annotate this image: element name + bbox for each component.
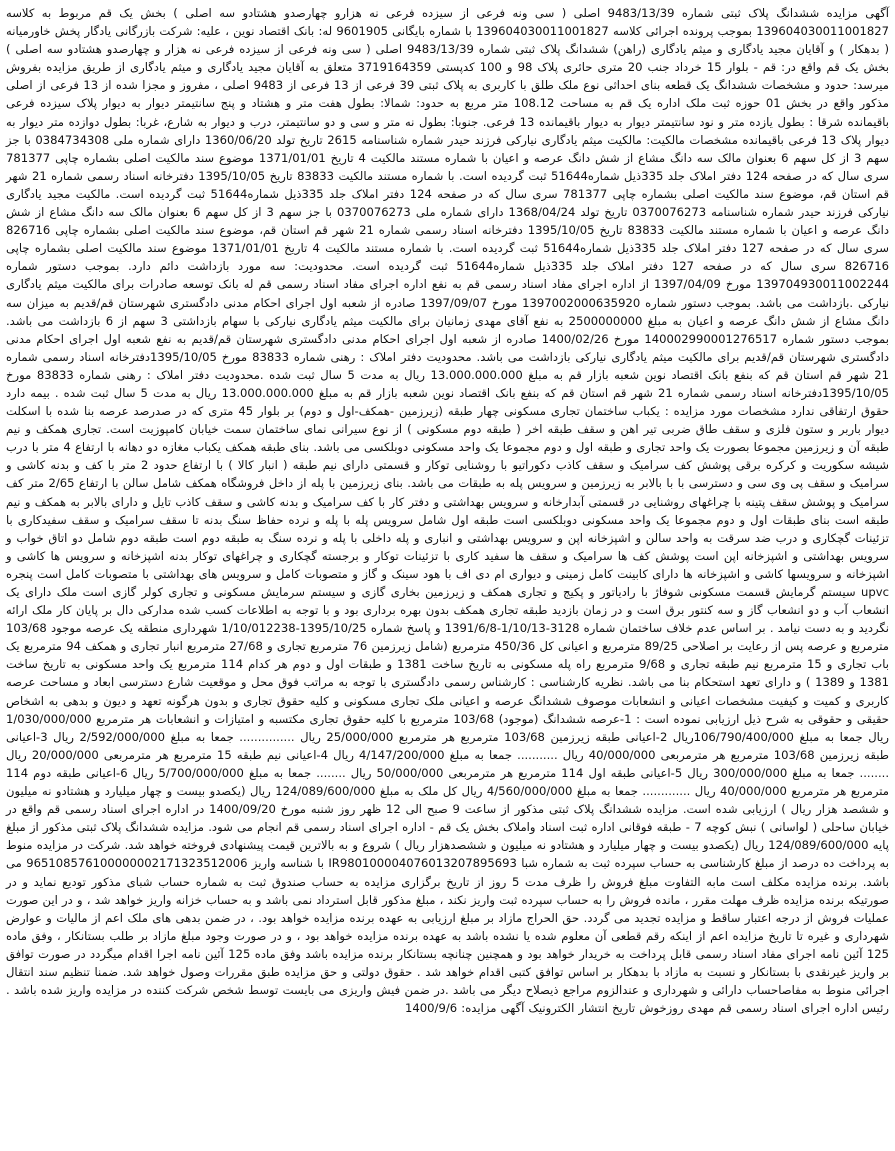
auction-notice-text: آگهی مزایده ششدانگ پلاک ثبتی شماره 9483/13/39 اصلی ( سی ونه فرعی از سیزده فرعی نه هزارو چهارصدو هشتادو سه اصلی ) بخش یک قم مربوط به کلاسه 139604030011001827 بموجب پرونده اجرائی کلاسه 139604030011001827 با شماره بایگانی 9601905 له: بانک اقتصاد نوین ، علیه: شرکت بازرگانی یادگار پخش خاورمیانه ( بدهکار ) و آقایان مجید یادگاری و میثم یادگاری (راهن) ششدانگ پلاک ثبتی شماره 9483/13/39 اصلی ( سی ونه فرعی از سیزده فرعی نه هزار و چهارصدو هشتادو سه اصلی ) بخش یک قم واقع در: قم - بلوار 15 خرداد جنب 20 متری حائری پلاک 98 و 100 کدپستی 3719164359 متعلق به آقایان مجید یادگاری و میثم یادگاری از طریق مزایده بفروش میرسد: حدود و مشخصات ششدانگ یک قطعه بنای احداثی نوع ملک طلق با کاربری به پلاک ثبتی 39 فرعی از 13 فرعی از 9483 اصلی ، مفروز و مجزا شده از 13 فرعی از اصلی مذکور واقع در بخش 01 حوزه ثبت ملک اداره یک قم به مساحت 108.12 متر مربع به حدود: شمالا: بطول هفت متر و هشتاد و پنج سانتیمتر دیوار به دیوار پلاک سیزده فرعی باقیمانده شرقا : بطول یازده متر و نود سانتیمتر دیوار به دیوار باقیمانده 13 فرعی. جنوبا: بطول نه متر و سی و دو سانتیمتر، درب و دیوار به شارع، غربا: بطول دوازده متر دیوار به دیوار پلاک 13 فرعی باقیمانده مشخصات مالکیت: مالکیت میثم یادگاری نیارکی فرزند حیدر شماره شناسنامه 2615 تاریخ تولد 1360/06/20 دارای شماره ملی 0384734308 با جز سهم 3 از کل سهم 6 بعنوان مالک سه دانگ مشاع از شش دانگ عرصه و اعیان با شماره مستند مالکیت 4 تاریخ 1371/01/01 موضوع سند مالکیت اصلی بشماره چاپی 781377 سری سال که در صفحه 124 دفتر املاک جلد 335ذیل شماره51644 ثبت گردیده است. با شماره مستند مالکیت 83833 تاریخ 1395/10/05 دفترخانه اسناد رسمی شماره 21 شهر قم استان قم، موضوع سند مالکیت اصلی بشماره چاپی 781377 سری سال که در صفحه 124 دفتر املاک جلد 335ذیل شماره51644 ثبت گردیده است. مالکیت مجید یادگاری نیارکی فرزند حیدر شماره شناسنامه 0370076273 تاریخ تولد 1368/04/24 دارای شماره ملی 0370076273 با جز سهم 3 از کل سهم 6 بعنوان مالک سه دانگ مشاع از شش دانگ عرصه و اعیان با شماره مستند مالکیت 83833 تاریخ 1395/10/05 دفترخانه اسناد رسمی شماره 21 شهر قم استان قم، موضوع سند مالکیت اصلی بشماره چاپی 826716 سری سال که در صفحه 127 دفتر املاک جلد 335ذیل شماره51644 ثبت گردیده است. با شماره مستند مالکیت 4 تاریخ 1371/01/01 موضوع سند مالکیت اصلی بشماره چاپی 826716 سری سال که در صفحه 127 دفتر املاک جلد 335ذیل شماره51644 ثبت گردیده است. محدودیت: سه مورد بازداشت دائم دارد. بموجب دستور شماره 139704930011002244 مورخ 1397/04/09 از اداره اجرای مفاد اسناد رسمی قم به نفع اداره اجرای مفاد اسناد رسمی قم له بانک توسعه صادرات برای مالکیت میثم یادگاری نیارکی .بازداشت می باشد. بموجب دستور شماره 1397002000635920 مورخ 1397/09/07 صادره از شعبه اول اجرای احکام مدنی دادگستری شهرستان قم/قدیم به میزان سه دانگ مشاع از شش دانگ عرصه و اعیان به مبلغ 2500000000 به نفع آقای مهدی زمانیان برای مالکیت میثم یادگاری نیارکی با سهام بازداشتی 3 سهم از 6 بازداشت می باشد. بموجب دستور شماره 140002990001276517 مورخ 1400/02/26 صادره از شعبه اول اجرای احکام مدنی دادگستری شهرستان قم/قدیم به نفع شعبه اول اجرای احکام مدنی دادگستری شهرستان قم/قدیم برای مالکیت میثم یادگاری نیارکی بازداشت می باشد. محدودیت دفتر املاک : رهنی شماره 83833 مورخ 1395/10/05دفترخانه اسناد رسمی شماره 21 شهر قم استان قم که بنفع بانک اقتصاد نوین شعبه بازار قم به مبلغ 13.000.000.000 ریال به مدت 5 سال ثبت شده .محدودیت دفتر املاک : رهنی شماره 83833 مورخ 1395/10/05دفترخانه اسناد رسمی شماره 21 شهر قم استان قم که بنفع بانک اقتصاد نوین شعبه بازار قم به مبلغ 13.000.000.000 ریال به مدت 5 سال ثبت شده . بیمه دارد حقوق ارتفاقی ندارد مشخصات مورد مزایده : یکباب ساختمان تجاری مسکونی چهار طبقه (زیرزمین -همکف-اول و دوم) بر بلوار 45 متری که در صدرصد عرصه بنا شده با اسکلت دیوار باربر و ستون فلزی و سقف طاق ضربی تیر اهن و سقف طبقه اخر ( طبقه دوم مسکونی ) از نوع سیرانی نمای ساختمان سمت خیابان کامپوزیت است. تجاری همکف و نیم طبقه آن و زیرزمین مجموعا بصورت یک واحد تجاری و طبقه اول و دوم مجموعا یک واحد مسکونی دوبلکسی می باشد. بنای طبقه همکف یکباب مغازه دو دهانه با ارتفاع 4 متر با درب شیشه سکوریت و کرکره برقی پوشش کف سرامیک و سقف کاذب دکوراتیو با روشنایی توکار و قسمتی دارای نیم طبقه ( انبار کالا ) با ارتفاع حدود 2 متر با کف و بدنه کاشی و سرامیک و سقف پی وی سی و دسترسی با با بالابر به زیرزمین و سرویس پله به طبقات می باشد. بنای زیرزمین با پله از داخل فروشگاه همکف شامل سالن با ارتفاع 2/65 متر کف سرامیک و پوشش سقف پتینه با چراغهای روشنایی در قسمتی آبدارخانه و سرویس بهداشتی و دفتر کار با کف سرامیک و بدنه کاشی و سقف کاذب تایل و دارای بالابر به همکف و نیم طبقه است بنای طبقات اول و دوم مجموعا یک واحد مسکونی دوبلکسی است طبقه اول شامل سرویس پله با پله و نرده حفاظ سنگ بدنه تا سقف سرامیک و سقف سفیدکاری با تزئینات گچکاری و درب ضد سرقت به واحد سالن و اشپزخانه اپن و سرویس بهداشتی و انباری و پله داخلی با پله و نرده سنگ به طبقه دوم است طبقه دوم شامل دو اتاق خواب و سرویس بهداشتی و اشپزخانه اپن است پوشش کف ها سرامیک و سقف ها سفید کاری با تزئینات توکار و برجسته گچکاری و چراغهای توکار بدنه اشپزخانه و سرویس ها کاشی و اشپزخانه و سرویسها کاشی و اشپزخانه ها دارای کابینت کامل زمینی و دیواری ام دی اف با هود سینک و گاز و متصوبات کامل و سرویس های بهداشتی با متصوبات کامل است پنجره upvc سیستم گرمایش قسمت مسکونی شوفاژ با رادیاتور و پکیج و تجاری همکف و زیرزمین بخاری گازی و سیستم سرمایش مسکونی و تجاری کولر گازی است ملک دارای یک انشعاب آب و دو انشعاب گاز و سه کنتور برق است و در زمان بازدید طبقه تجاری همکف بدون بهره برداری بود و با توجه به اطلاعات کسب شده مدارکی دال بر پایان کار ملک ارائه نگردید و به دست نیامد . بر اساس عدم خلاف ساختمان شماره 3128-1/10/13-1391/6/8 و پاسخ شماره 1395/10/25-1/10/012238 شهرداری منطقه یک عرصه موجود 103/68 مترمربع و عرصه پس از رعایت بر اصلاحی 89/25 مترمربع و اعیانی کل 450/36 مترمربع (شامل زیرزمین 76 مترمربع تجاری و 27/68 مترمربع انبار تجاری و همکف 94 مترمربع یک باب تجاری و 15 مترمربع نیم طبقه تجاری و 9/68 مترمربع راه پله مسکونی به تاریخ ساخت 1381 و طبقات اول و دوم هر کدام 114 مترمربع یک واحد مسکونی به تاریخ ساخت 1381 و 1389 ) و دارای تعهد استحکام بنا می باشد. نظریه کارشناسی : کارشناس رسمی دادگستری با توجه به مراتب فوق محل و موقعیت شارع دسترسی ابعاد و مساحت عرصه کاربری و کمیت و کیفیت مشخصات اعیانی و انشعابات موصوف ششدانگ عرصه و اعیانی ملک تجاری مسکونی و کلیه حقوق تجاری و بدون هرگونه تعهد و دیون و بدهی به اشخاص حقیقی و حقوقی به شرح ذیل ارزیابی نموده است : 1-عرصه ششدانگ (موجود) 103/68 مترمربع با کلیه حقوق تجاری مکتسبه و امتیازات و انشعابات هر مترمربع 1/030/000/000 ریال جمعا به مبلغ 106/790/400/000ریال 2-اعیانی طبقه زیرزمین 103/68 مترمربع هر مترمربع 25/000/000 ریال ............... جمعا به مبلغ 2/592/000/000 ریال 3-اعیانی طبقه زیرزمین 103/68 مترمربع هر مترمربعی 40/000/000 ریال ........... جمعا به مبلغ 4/147/200/000 ریال 4-اعیانی نیم طبقه 15 مترمربع هر مترمربعی 20/000/000 ریال ........ جمعا به مبلغ 300/000/000 ریال 5-اعیانی طبقه اول 114 مترمربع هر مترمربعی 50/000/000 ریال ........ جمعا به مبلغ 5/700/000/000 ریال 6-اعیانی طبقه دوم 114 مترمربع هر مترمربع 40/000/000 ریال ............. جمعا به مبلغ 4/560/000/000 ریال کل ملک به مبلغ 124/089/600/000 ریال (یکصدو بیست و چهار میلیارد و هشتادو نه میلیون و ششصد هزار ریال ) ارزیابی شده است. مزایده ششدانگ پلاک ثبتی مذکور از ساعت 9 صبح الی 12 ظهر روز شنبه مورخ 1400/09/20 در اداره اجرای اسناد رسمی قم واقع در خیابان ساحلی ( لواسانی ) نبش کوچه 7 - طبقه فوقانی اداره ثبت اسناد واملاک بخش یک قم - اداره اجرای اسناد رسمی قم انجام می شود. مزایده ششدانگ پلاک ثبتی مذکور از مبلغ پایه 124/089/600/000 ریال (یکصدو بیست و چهار میلیارد و هشتادو نه میلیون و ششصدهزار ریال ) شروع و به بالاترین قیمت پیشنهادی فروخته خواهد شد. شرکت در مزایده منوط به پرداخت ده درصد از مبلغ کارشناسی به حساب سپرده ثبت به شماره شبا IR980100004076013207895693 با شناسه واریز 965108576100000002171323512006 می باشد. برنده مزایده مکلف است مابه التفاوت مبلغ فروش را ظرف مدت 5 روز از تاریخ برگزاری مزایده به حساب صندوق ثبت به شماره حساب شبای مذکور تودیع نماید و در صورتیکه برنده مزایده ظرف مهلت مقرر ، مانده فروش را به حساب سپرده ثبت واریز نکند ، مبلغ مذکور قابل استرداد نمی باشد و به حساب خزانه واریز خواهد شد ، و در این صورت عملیات فروش از درجه اعتبار ساقط و مزایده تجدید می گردد. حق الحراج مازاد بر مبلغ ارزیابی به عهده برنده مزایده خواهد بود. ، در ضمن بدهی های ملک اعم از مالیات و عوارض شهرداری و غیره تا تاریخ مزایده اعم از اینکه رقم قطعی آن معلوم شده یا نشده باشد به عهده برنده مزایده خواهد بود ، و در صورت وجود مبلغ مازاد بر طلب بستانکار ، وفق ماده 125 آئین نامه اجرای مفاد اسناد رسمی قابل پرداخت به خریدار خواهد بود و همچنین چنانچه بستانکار برنده مزایده باشد وفق ماده 125 آئین نامه اجرا اقدام میگردد در صورت توافق بر واریز غیرنقدی با بستانکار و نسبت به مازاد با بدهکار بر اساس توافق کتبی اقدام خواهد شد . حقوق دولتی و حق مزایده طبق مقررات وصول خواهد شد. ضمنا تنظیم سند انتقال اجرائی منوط به مفاصاحساب دارائی و شهرداری و عندالزوم مراجع ذیصلاح دیگر می باشد .در ضمن فیش واریزی می بایست توسط شخص شرکت کننده در مزایده واریز شده باشد . رئیس اداره اجرای اسناد رسمی قم مهدی روزخوش تاریخ انتشار الکترونیک آگهی مزایده: 1400/9/6 bbox=[6, 6, 890, 1016]
